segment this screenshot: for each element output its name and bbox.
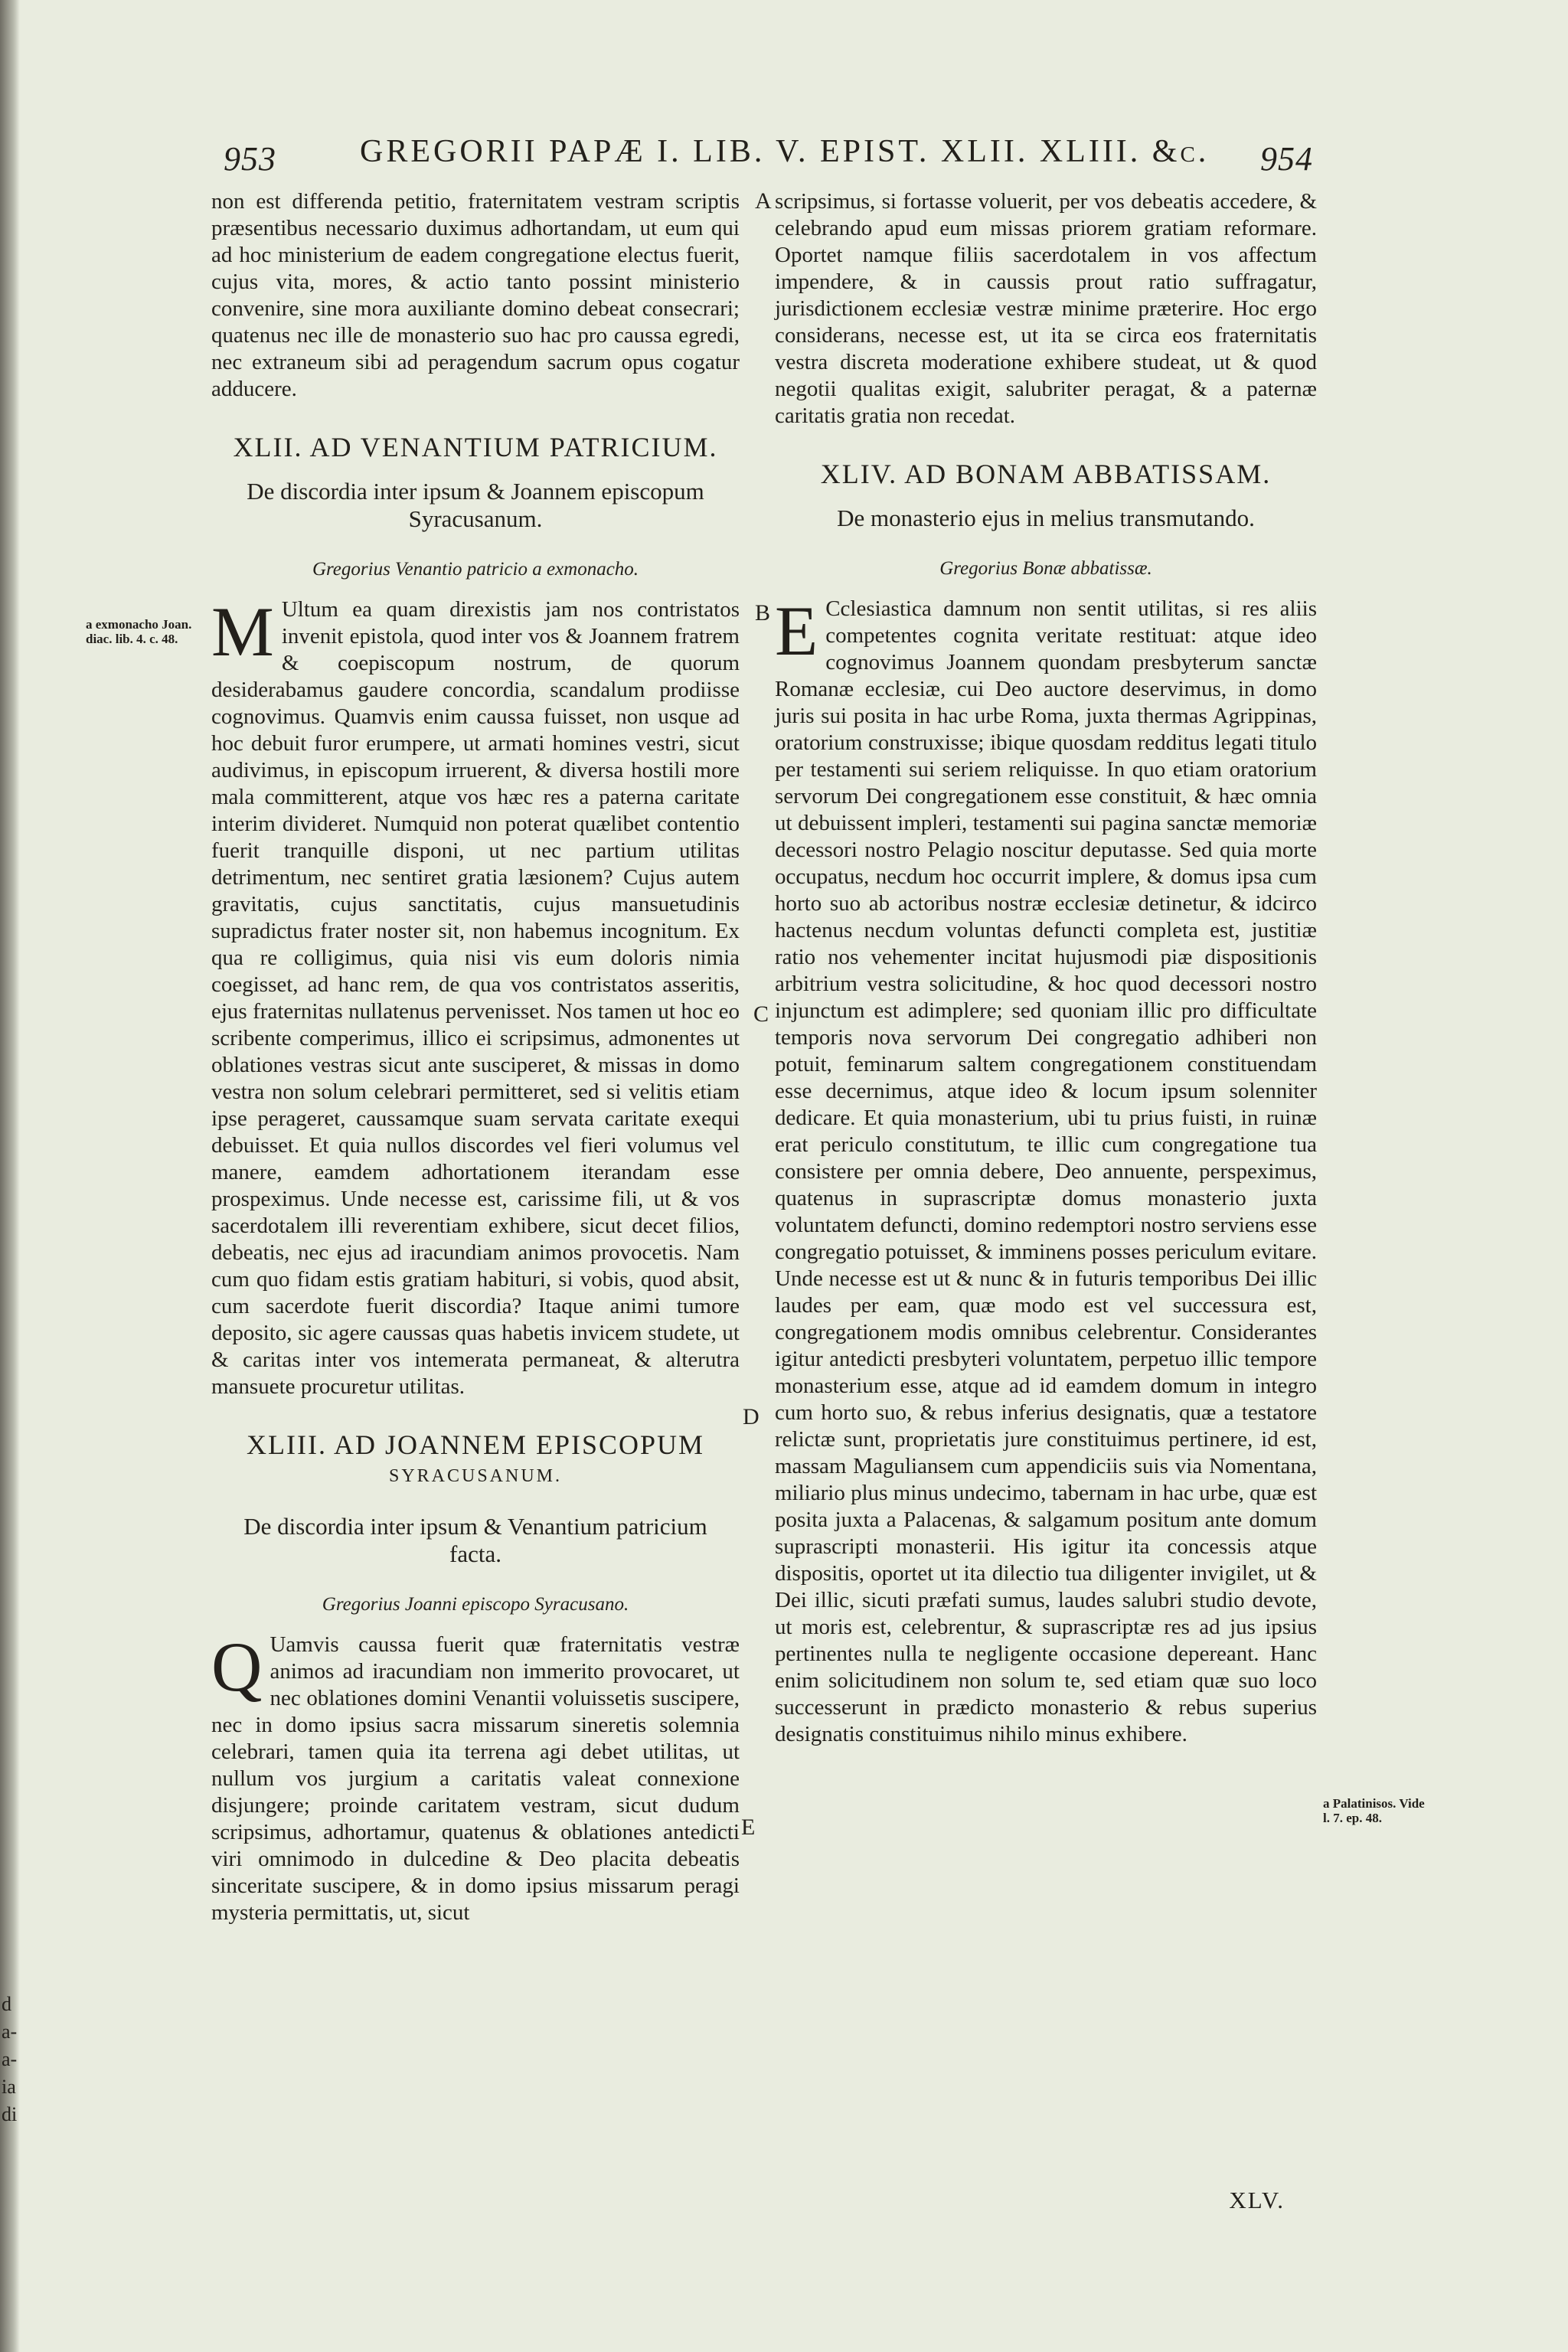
running-title: GREGORII PAPÆ I. LIB. V. EPIST. XLII. XLIII. &c. [360, 134, 1210, 169]
catchword: XLV. [1229, 2187, 1285, 2213]
epistle-text: Ultum ea quam direxistis jam nos contristatos invenit epistola, quod inter vos & Joannem fratrem & coepiscopum nostrum, de quorum desiderabamus gaudere concordia, scandalum prodiisse cognovimus. Quamvis enim caussa fuisset, non usque ad hoc debuit furor erumpere, ut armati homines vestri, sicut audivimus, in episcopum irruerent, & diversa hostili more mala committerent, atque vos hæc res a paterna caritate interim divideret. Numquid non poterat quælibet contentio fuerit tranquille disponi, ut nec partium utilitas detrimentum, nec sentiret gratia læsionem? Cujus autem gravitatis, cujus sanctitatis, cujus mansuetudinis supradictus frater noster sit, non habemus incognitum. Ex qua re colligimus, quia nisi vis eum doloris nimia coegisset, ad hanc rem, de qua vos contristatos asseritis, ejus fraternitas nullatenus pervenisset. Nos tamen ut hoc eo scribente comperimus, illico ei scripsimus, admonentes ut oblationes vestras sicut ante susciperet, & missas in domo vestra non solum celebrari permitteret, sed si velitis etiam ipse perageret, caussamque suam servata caritate exequi debuisset. Et quia nullos discordes vel fieri volumus vel manere, eamdem adhortationem iterandam esse prospeximus. Unde necesse est, carissime fili, ut & vos sacerdotalem illi reverentiam exhibere, sicut decet filios, debeatis, nec ejus ad iracundiam animos provocetis. Nam cum quo fidam estis gratiam habituri, si vobis, quod absit, cum sacerdote fuerit discordia? Itaque animi tumore deposito, sic agere caussas quas habetis invicem studete, ut & caritas inter vos intemerata permaneat, & alterutra mansuete procuretur utilitas. [211, 597, 740, 1399]
margin-note-left: a exmonacho Joan. diac. lib. 4. c. 48. [86, 617, 192, 646]
drop-capital: Q [211, 1628, 263, 1706]
epistle-body [211, 1628, 740, 1926]
page-number-left: 953 [224, 140, 276, 178]
left-column [211, 188, 740, 1942]
right-column [775, 188, 1317, 1763]
epistle-text: Cclesiastica damnum non sentit utilitas, si res aliis competentes cognita veritate restituat: atque ideo cognovimus Joannem quondam presbyterum sanctæ Romanæ ecclesiæ, cui Deo auctore deservimus, in domo juris sui posita in hac urbe Roma, juxta thermas Agrippinas, oratorium construxisse; ibique quosdam redditus legati titulo per testamenti sui seriem reliquisse. In quo etiam oratorium servorum Dei congregationem esse constituit, & hæc omnia ut debuissent impleri, testamenti sui pagina sanctæ memoriæ decessori nostro Pelagio noscitur deputasse. Sed quia morte occupatus, necdum hoc occurrit implere, & domus ipsa cum horto suo ab actoribus nostræ ecclesiæ detinetur, & idcirco hactenus necdum voluntas defuncti completa est, justitiæ ratio nos vehementer incitat hujusmodi piæ dispositionis arbitrium vestra solicitudine, & hoc quod decessori nostro injunctum est adimplere; sed quoniam illic pro difficultate temporis nova servorum Dei congregatio adhiberi non potuit, feminarum saltem congregationem constituendam esse decernimus, atque ideo & locum ipsum solenniter dedicare. Et quia monasterium, ubi tu prius fuisti, in ruinæ erat periculo constitutum, te illic cum congregatione tua consistere per omnia debere, Deo annuente, perspeximus, quatenus in suprascriptæ domus monasterio juxta voluntatem defuncti, domino redemptori nostro serviens esse congregatio potuisset, & imminens posses periculum evitare. Unde necesse est ut & nunc & in futuris temporibus Dei illic laudes per eam, quæ modo est vel successura est, congregationem modis omnibus celebrentur. Considerantes igitur antedicti presbyteri voluntatem, perpetuo illic tempore monasterium esse, atque ad id eamdem domum in integro cum horto suo, & rebus inferius designatis, quæ a testatore relictæ sunt, proprietatis jure constituimus pertinere, id est, massam Maguliansem cum appendiciis suis via Nomentana, miliario plus minus undecimo, tabernam in hac urbe, quæ est posita juxta a Palacenas, & salgamum positum ante domum suprascripti monasterii. His igitur ita concessis atque dispositis, oportet ut ita dilectio tua diligenter invigilet, ut & Dei illic, sicuti præfati sumus, laudes salubri studio devote, ut moris est, celebrentur, & suprascriptæ res ad jus ipsius pertinentes nulla te negligente occasione depereant. Hanc enim solicitudinem non solum te, sed etiam quæ suo loco successerunt in prædicto monasterio & rebus superius designatis constituimus nihilo minus exhibere. [775, 596, 1317, 1746]
epistle-subtitle: De discordia inter ipsum & Venantium patricium facta. [243, 1513, 707, 1567]
margin-note-right: a Palatinisos. Vide l. 7. ep. 48. [1323, 1796, 1425, 1825]
margin-letter-d: D [743, 1404, 760, 1429]
epistle-body [211, 593, 740, 1400]
margin-letter-e: E [741, 1815, 756, 1840]
epistle-subtitle: De discordia inter ipsum & Joannem episcopum Syracusanum. [247, 478, 704, 532]
edge-fragments [2, 1991, 17, 2128]
edge-fragment: d [2, 1993, 11, 2015]
epistle-heading: XLIV. AD BONAM ABBATISSAM. [820, 459, 1272, 489]
continued-paragraph: scripsimus, si fortasse voluerit, per vos debeatis accedere, & celebrando apud eum missas priorem gratiam reformare. Oportet namque filiis sacerdotalem in vos affectum impendere, & in caussis prout ratio suffragatur, jurisdictionem ecclesiæ vestræ minime præterire. Hoc ergo considerans, necesse est, ut ita se circa eos fraternitatis vestra discreta moderatione exhibere studeat, ut & quod negotii qualitas exigit, salubriter peragat, & a paternæ caritatis gratia non recedat. [775, 189, 1317, 428]
margin-letter-c: C [753, 1001, 769, 1027]
epistle-heading-line2: SYRACUSANUM. [388, 1466, 563, 1486]
drop-capital: M [211, 593, 274, 671]
epistle-salutation: Gregorius Bonæ abbatissæ. [939, 558, 1152, 579]
drop-capital: E [775, 592, 818, 670]
epistle-heading: XLII. AD VENANTIUM PATRICIUM. [233, 432, 718, 462]
edge-fragment: di [2, 2103, 18, 2125]
epistle-heading: XLIII. AD JOANNEM EPISCOPUM [246, 1429, 705, 1460]
epistle-salutation: Gregorius Venantio patricio a exmonacho. [312, 559, 639, 580]
edge-fragment: a- [2, 2048, 18, 2070]
epistle-body [775, 592, 1317, 1748]
epistle-subtitle: De monasterio ejus in melius transmutando. [837, 505, 1255, 531]
margin-letter-b: B [755, 600, 771, 626]
continued-paragraph: non est differenda petitio, fraternitatem vestram scriptis præsentibus necessario duximus adhortandam, ut eum qui ad hoc ministerium de eadem congregatione electus fuerit, cujus vita, mores, & actio tanto possint ministerio convenire, sine mora auxiliante domino debeat consecrari; quatenus nec ille de monasterio suo hac pro caussa egredi, nec extraneum sibi ad peragendum sacrum opus cogatur adducere. [211, 189, 740, 401]
epistle-salutation: Gregorius Joanni episcopo Syracusano. [322, 1594, 629, 1615]
edge-fragment: ia [2, 2076, 16, 2098]
edge-fragment: a- [2, 2020, 18, 2043]
margin-letter-a: A [755, 188, 772, 214]
epistle-text: Uamvis caussa fuerit quæ fraternitatis vestræ animos ad iracundiam non immerito provocaret, ut nec oblationes domini Venantii voluissetis suscipere, nec in domo ipsius sacra missarum sineretis solemnia celebrari, tamen quia ita terrena agi debet utilitas, ut nullum vos jurgium a caritatis valeat connexione disjungere; proinde caritatem vestram, sicut dudum scripsimus, adhortamur, quatenus & oblationes antedicti viri omnimodo in dulcedine & Deo placita debeatis sinceritate suscipere, & in domo ipsius missarum peragi mysteria permittatis, ut, sicut [211, 1632, 740, 1925]
page-number-right: 954 [1260, 140, 1313, 178]
